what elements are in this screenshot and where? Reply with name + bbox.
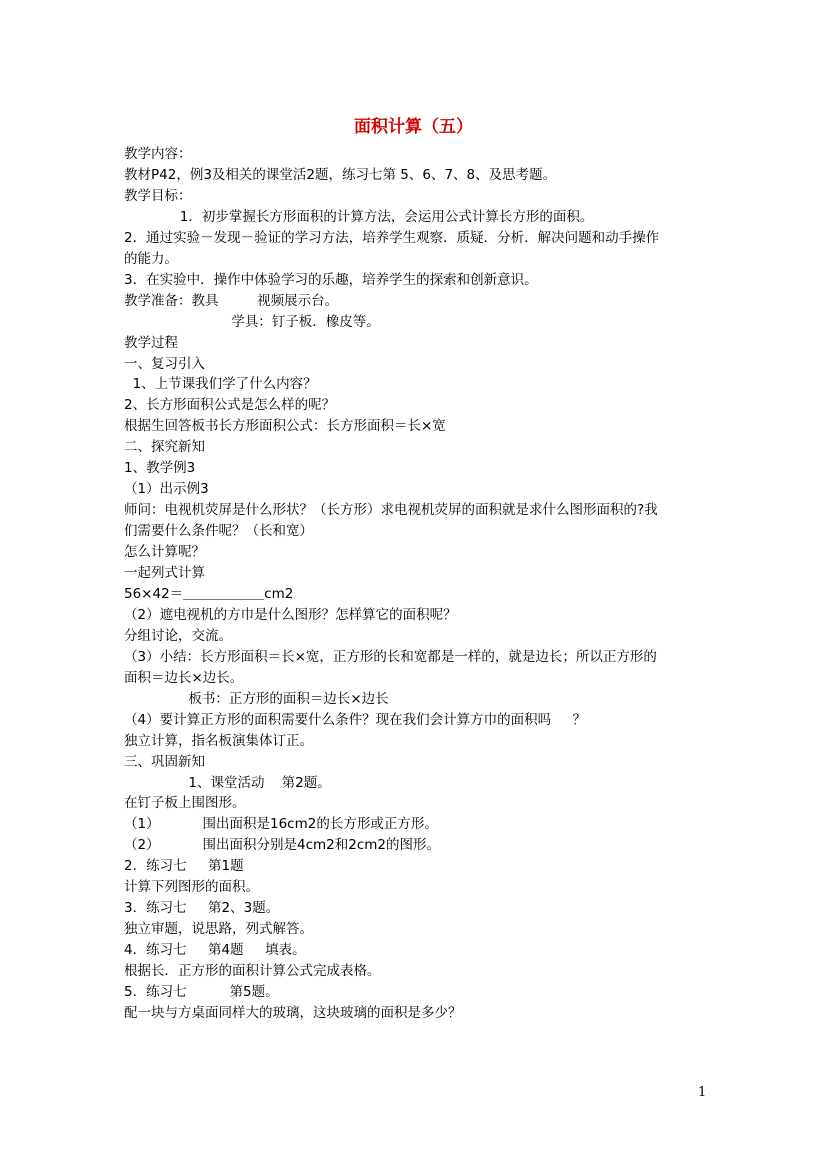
document-line: （2） 围出面积分别是4cm2和2cm2的图形。 (124, 837, 441, 854)
document-line: 1、课堂活动 第2题。 (124, 774, 331, 791)
document-line: 根据生回答板书长方形面积公式：长方形面积＝长×宽 (124, 418, 446, 435)
document-line: （1）出示例3 (124, 481, 209, 498)
document-line: 1、教学例3 (124, 460, 196, 477)
document-line: 1．初步掌握长方形面积的计算方法，会运用公式计算长方形的面积。 (124, 208, 594, 225)
document-line: 教学目标： (124, 187, 192, 204)
page-number: 1 (698, 1085, 707, 1100)
document-line: 教学过程 (124, 334, 178, 351)
document-line: 配一块与方桌面同样大的玻璃，这块玻璃的面积是多少？ (124, 1004, 462, 1021)
document-line: 在钉子板上围图形。 (124, 795, 246, 812)
document-line: 独立计算，指名板演集体订正。 (124, 732, 313, 749)
document-line: 教学内容： (124, 146, 192, 162)
document-line: 教学准备：教具 视频展示台。 (124, 292, 339, 309)
document-line: 三、巩固新知 (124, 753, 205, 770)
document-line: 学具：钉子板．橡皮等。 (124, 313, 380, 330)
document-line: 的能力。 (124, 250, 178, 267)
document-line: 板书：正方形的面积＝边长×边长 (124, 690, 389, 707)
document-line: 计算下列图形的面积。 (124, 879, 259, 896)
document-line: 怎么计算呢？ (124, 544, 205, 561)
document-line: 3．在实验中．操作中体验学习的乐趣，培养学生的探索和创新意识。 (124, 271, 538, 288)
document-line: 教材P42，例3及相关的课堂活2题，练习七第 5、6、7、8、及思考题。 (124, 166, 557, 183)
document-line: 3．练习七 第2、3题。 (124, 900, 280, 917)
document-line: （3）小结：长方形面积＝长×宽，正方形的长和宽都是一样的，就是边长；所以正方形的 (124, 648, 657, 665)
document-line: 2、长方形面积公式是怎么样的呢？ (124, 397, 336, 414)
document-line: （4）要计算正方形的面积需要什么条件？现在我们会计算方巾的面积吗 ？ (124, 711, 587, 728)
document-line: 根据长．正方形的面积计算公式完成表格。 (124, 963, 381, 980)
document-line: 面积＝边长×边长。 (124, 669, 244, 686)
document-line: 2．练习七 第1题 (124, 858, 244, 875)
document-line: （2）遮电视机的方巾是什么图形？怎样算它的面积呢？ (124, 606, 457, 623)
document-line: 5．练习七 第5题。 (124, 984, 279, 1000)
document-line: 师问：电视机荧屏是什么形状？（长方形）求电视机荧屏的面积就是求什么图形面积的?我 (124, 502, 658, 519)
document-line: 们需要什么条件呢？（长和宽） (124, 523, 313, 540)
document-line: 1、上节课我们学了什么内容？ (124, 376, 317, 393)
document-line: 一、复习引入 (124, 355, 205, 372)
document-title: 面积计算（五） (354, 117, 473, 137)
document-line: （1） 围出面积是16cm2的长方形或正方形。 (124, 816, 438, 833)
document-line: 4．练习七 第4题 填表。 (124, 942, 306, 959)
document-line: 独立审题，说思路，列式解答。 (124, 921, 313, 938)
document-line: 56×42＝＿＿＿＿＿＿cm2 (124, 585, 294, 602)
document-line: 一起列式计算 (124, 565, 205, 581)
document-line: 2．通过实验－发现－验证的学习方法，培养学生观察．质疑．分析．解决问题和动手操作 (124, 229, 660, 246)
document-line: 分组讨论，交流。 (124, 627, 232, 644)
document-line: 二、探究新知 (124, 439, 205, 456)
